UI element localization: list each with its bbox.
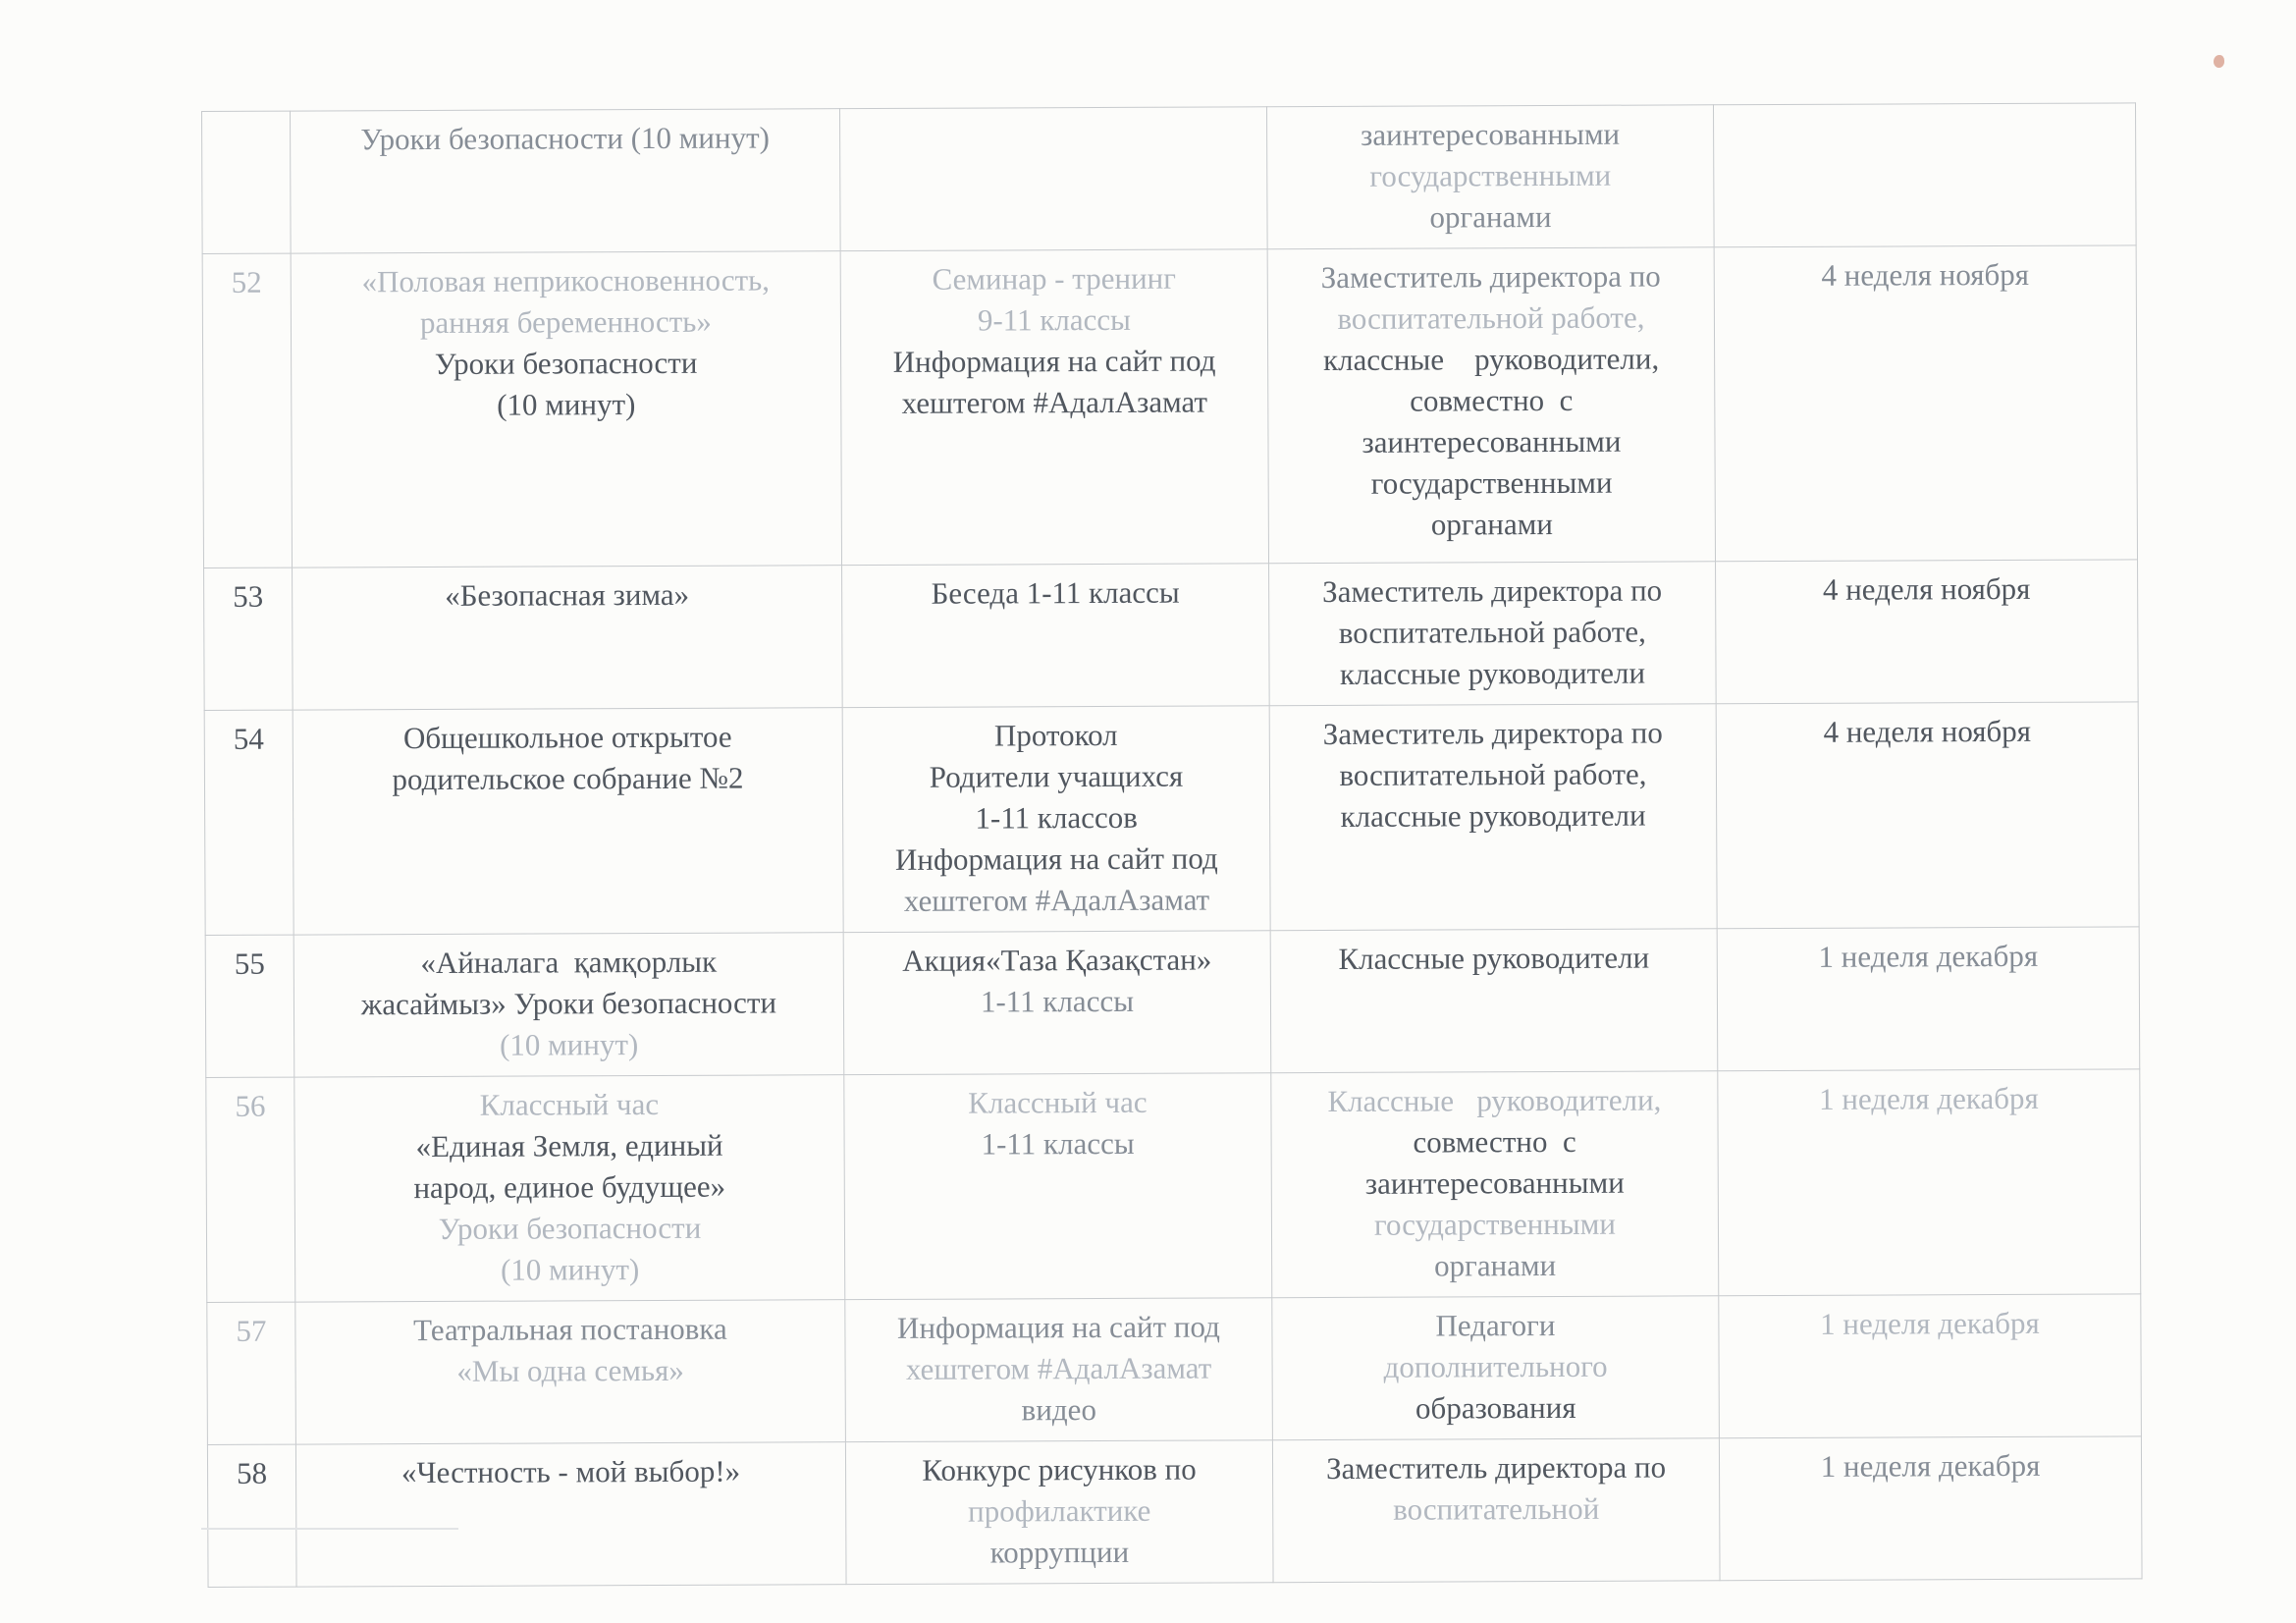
- cell-line: воспитательной работе,: [1338, 614, 1646, 650]
- cell-activity: [294, 933, 844, 1077]
- cell-num: [204, 710, 294, 935]
- cell-line: ранняя беременность»: [419, 303, 712, 341]
- cell-line: Заместитель директора по: [1320, 258, 1661, 296]
- cell-line: 4 неделя ноября: [1822, 570, 2031, 607]
- table-row: [204, 560, 2139, 711]
- table-row: [206, 1069, 2141, 1303]
- cell-line: Информация на сайт под: [892, 343, 1216, 379]
- cell-num: [207, 1444, 296, 1587]
- cell-format: [839, 107, 1267, 251]
- cell-line: органами: [1429, 198, 1552, 235]
- cell-timing: [1719, 1294, 2142, 1438]
- cell-line: Информация на сайт под: [896, 1309, 1220, 1345]
- cell-line: совместно с: [1410, 382, 1574, 418]
- cell-timing: [1716, 702, 2139, 929]
- cell-line: Акция«Таза Қазақстан»: [902, 942, 1212, 978]
- cell-line: 56: [235, 1088, 266, 1123]
- cell-line: «Единая Земля, единый: [415, 1127, 723, 1164]
- cell-responsible: [1270, 929, 1718, 1073]
- scan-artifact-line: [201, 1528, 458, 1530]
- cell-line: 4 неделя ноября: [1821, 256, 2030, 293]
- cell-format: [840, 249, 1268, 566]
- cell-activity: [295, 1442, 846, 1587]
- cell-line: органами: [1430, 506, 1553, 542]
- cell-line: государственными: [1369, 157, 1612, 193]
- cell-activity: [291, 109, 841, 253]
- pen-mark-speck: [2214, 55, 2224, 68]
- cell-line: 1-11 классов: [975, 799, 1138, 836]
- cell-format: [845, 1298, 1273, 1442]
- cell-line: профилактике: [967, 1492, 1151, 1529]
- cell-line: классные руководители: [1339, 655, 1646, 691]
- cell-line: заинтересованными: [1362, 423, 1622, 460]
- cell-line: 52: [231, 264, 262, 299]
- cell-line: Общешкольное открытое: [402, 719, 732, 756]
- cell-line: 4 неделя ноября: [1823, 713, 2032, 749]
- cell-line: хештегом #АдалАзамат: [901, 384, 1208, 420]
- cell-line: хештегом #АдалАзамат: [903, 882, 1210, 918]
- cell-responsible: [1271, 1071, 1719, 1298]
- cell-line: «Безопасная зима»: [445, 576, 690, 613]
- cell-line: коррупции: [989, 1534, 1130, 1570]
- cell-line: Классные руководители: [1338, 940, 1650, 976]
- cell-num: [204, 568, 294, 710]
- cell-line: Семинар - тренинг: [932, 260, 1177, 297]
- cell-line: образования: [1415, 1389, 1576, 1426]
- cell-line: Заместитель директора по: [1322, 572, 1663, 610]
- cell-line: государственными: [1373, 1206, 1616, 1242]
- cell-line: Театральная постановка: [412, 1311, 727, 1348]
- cell-line: Уроки безопасности: [434, 345, 698, 381]
- cell-timing: [1716, 560, 2139, 704]
- cell-line: 1 неделя декабря: [1819, 1080, 2039, 1116]
- cell-num: [202, 253, 292, 568]
- cell-format: [842, 564, 1270, 708]
- cell-num: [202, 111, 292, 253]
- cell-timing: [1713, 103, 2136, 247]
- cell-line: 1-11 классы: [980, 983, 1135, 1019]
- cell-line: народ, единое будущее»: [413, 1168, 726, 1206]
- cell-line: 55: [234, 946, 265, 981]
- cell-line: (10 минут): [500, 1252, 640, 1287]
- cell-responsible: [1272, 1296, 1720, 1440]
- cell-activity: [295, 1300, 846, 1444]
- cell-line: воспитательной работе,: [1337, 299, 1645, 336]
- cell-responsible: [1269, 704, 1717, 931]
- cell-line: Классный час: [968, 1084, 1148, 1120]
- cell-responsible: [1266, 105, 1714, 249]
- cell-line: Информация на сайт под: [894, 840, 1218, 877]
- cell-line: дополнительного: [1383, 1348, 1608, 1384]
- cell-num: [205, 935, 294, 1077]
- cell-line: 53: [233, 578, 264, 614]
- cell-activity: [293, 566, 843, 710]
- cell-line: классные руководители: [1340, 797, 1646, 834]
- cell-format: [843, 931, 1271, 1075]
- cell-line: 1-11 классы: [981, 1125, 1135, 1162]
- table-row: [202, 103, 2137, 254]
- cell-line: Классный час: [479, 1086, 660, 1122]
- cell-line: родительское собрание №2: [392, 760, 744, 797]
- cell-line: Уроки безопасности (10 минут): [360, 120, 770, 157]
- cell-line: (10 минут): [499, 1027, 639, 1062]
- cell-line: «Айналага қамқорлык: [420, 944, 718, 981]
- cell-activity: [294, 1075, 845, 1302]
- cell-line: Конкурс рисунков по: [922, 1451, 1197, 1488]
- table-row: [207, 1294, 2142, 1445]
- cell-responsible: [1272, 1438, 1720, 1583]
- cell-line: 1 неделя декабря: [1820, 1305, 2040, 1341]
- cell-line: Педагоги: [1435, 1307, 1556, 1343]
- cell-line: Классные руководители,: [1327, 1082, 1662, 1119]
- cell-line: заинтересованными: [1361, 116, 1621, 152]
- cell-line: 9-11 классы: [977, 301, 1132, 338]
- cell-responsible: [1267, 247, 1715, 564]
- cell-line: жасаймыз» Уроки безопасности: [360, 985, 777, 1022]
- cell-line: 1 неделя декабря: [1818, 938, 2039, 974]
- cell-line: 54: [233, 721, 264, 756]
- table-row: [205, 927, 2140, 1078]
- cell-line: (10 минут): [497, 387, 636, 422]
- cell-line: Заместитель директора по: [1325, 1449, 1667, 1487]
- cell-line: совместно с: [1413, 1123, 1576, 1160]
- table-row: [207, 1436, 2142, 1588]
- cell-line: 1 неделя декабря: [1820, 1447, 2041, 1484]
- cell-format: [844, 1073, 1272, 1300]
- activity-plan-table: [201, 102, 2143, 1588]
- cell-timing: [1714, 245, 2137, 562]
- cell-num: [207, 1302, 296, 1444]
- cell-timing: [1718, 1069, 2141, 1296]
- cell-line: Заместитель директора по: [1322, 715, 1663, 752]
- cell-line: воспитательной работе,: [1339, 756, 1647, 792]
- cell-line: «Честность - мой выбор!»: [400, 1453, 741, 1490]
- cell-line: «Мы одна семья»: [456, 1352, 684, 1388]
- cell-line: Протокол: [993, 717, 1118, 753]
- plan-table-body: [202, 103, 2143, 1588]
- cell-format: [842, 706, 1270, 933]
- cell-line: видео: [1021, 1392, 1096, 1428]
- cell-line: 58: [236, 1455, 268, 1490]
- cell-timing: [1719, 1436, 2142, 1581]
- cell-num: [206, 1077, 295, 1302]
- cell-activity: [293, 708, 843, 935]
- cell-line: Уроки безопасности: [438, 1210, 702, 1246]
- cell-responsible: [1269, 562, 1717, 706]
- table-row: [202, 245, 2137, 568]
- cell-line: органами: [1434, 1247, 1557, 1283]
- table-row: [204, 702, 2139, 936]
- cell-line: классные руководители,: [1322, 341, 1660, 378]
- cell-line: заинтересованными: [1364, 1164, 1625, 1201]
- cell-timing: [1717, 927, 2140, 1071]
- cell-line: «Половая неприкосновенность,: [361, 262, 771, 299]
- cell-format: [845, 1440, 1273, 1585]
- cell-activity: [291, 251, 841, 568]
- cell-line: государственными: [1370, 464, 1613, 501]
- cell-line: воспитательной: [1393, 1490, 1600, 1527]
- cell-line: 57: [236, 1313, 267, 1348]
- cell-line: Родители учащихся: [929, 758, 1184, 794]
- cell-line: Беседа 1-11 классы: [931, 574, 1180, 611]
- cell-line: хештегом #АдалАзамат: [905, 1350, 1212, 1386]
